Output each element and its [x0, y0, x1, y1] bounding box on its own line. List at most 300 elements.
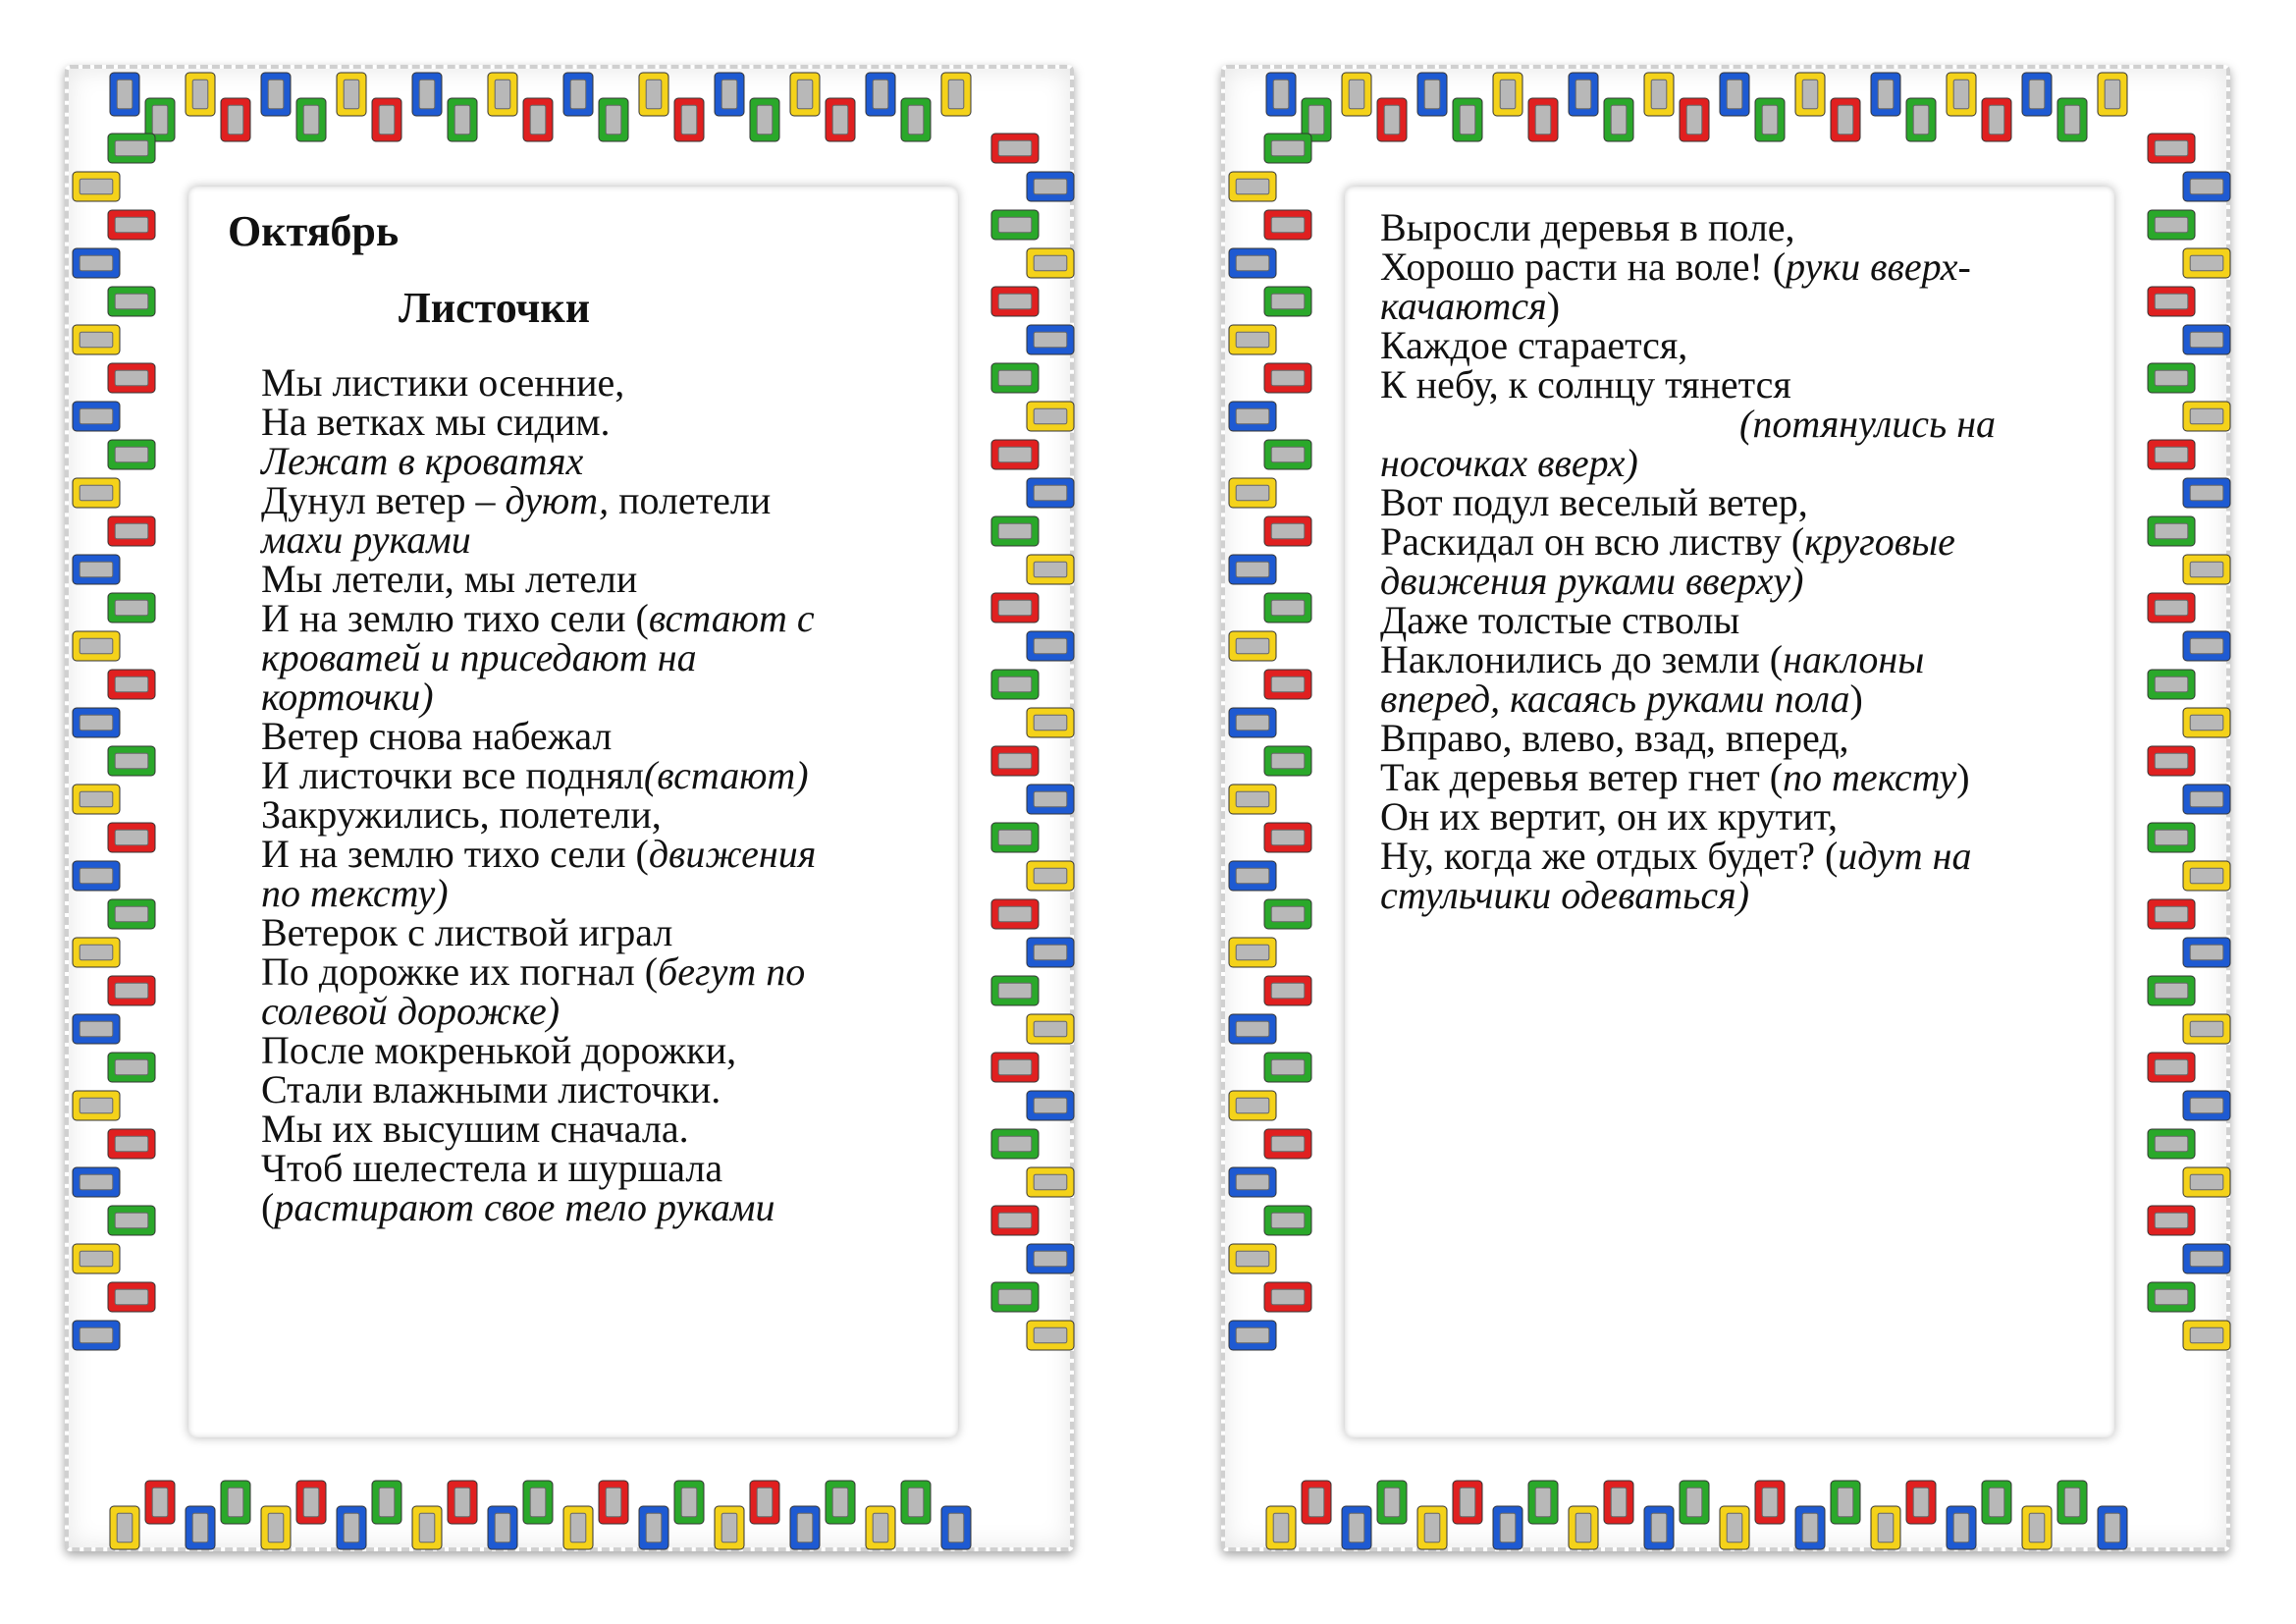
border-block — [2183, 785, 2230, 814]
border-block — [991, 1129, 1039, 1159]
border-block — [488, 73, 517, 116]
poem-text: И на землю тихо сели ( — [261, 832, 649, 876]
poem-line — [1380, 362, 1996, 406]
poem-text: После мокренькой дорожки, — [261, 1028, 737, 1072]
poem-line — [1380, 794, 1996, 839]
border-block — [1264, 899, 1311, 929]
border-block — [1264, 823, 1311, 852]
border-block — [1229, 555, 1276, 584]
border-block — [145, 1481, 175, 1524]
border-block — [448, 98, 477, 141]
border-block — [523, 98, 553, 141]
border-block — [991, 1053, 1039, 1082]
border-block — [73, 325, 120, 354]
border-block — [2148, 670, 2195, 699]
border-block — [1229, 785, 1276, 814]
poem-line — [1380, 205, 1996, 249]
poem-text: ) — [1956, 755, 1970, 799]
border-block — [2148, 210, 2195, 240]
border-block — [2183, 861, 2230, 891]
border-block — [563, 73, 593, 116]
poem-text: полетели — [609, 478, 772, 522]
poem-text: Дунул ветер – — [261, 478, 506, 522]
border-block — [2098, 73, 2127, 116]
border-block — [1027, 938, 1074, 967]
border-block — [674, 98, 704, 141]
border-block — [1755, 1481, 1785, 1524]
border-block — [108, 1282, 155, 1312]
border-block — [1264, 210, 1311, 240]
poem-text: Ветерок с листвой играл — [261, 910, 673, 954]
border-block — [991, 134, 1039, 163]
border-block — [1229, 631, 1276, 661]
border-block — [599, 1481, 628, 1524]
border-block — [1755, 98, 1785, 141]
poem-text: Раскидал он всю листву ( — [1380, 519, 1805, 564]
poem-text: Мы летели, мы летели — [261, 557, 638, 601]
border-block — [1027, 172, 1074, 201]
poem-line — [261, 439, 816, 483]
border-block — [73, 1167, 120, 1197]
border-block — [261, 73, 291, 116]
poem-instruction: (встают) — [643, 753, 809, 797]
border-block — [1947, 73, 1976, 116]
poem-line — [261, 753, 816, 797]
poem-line — [1380, 519, 1996, 564]
poem-instruction: (потянулись на — [1739, 402, 1997, 446]
border-block — [2148, 134, 2195, 163]
border-block — [108, 363, 155, 393]
border-block — [1264, 363, 1311, 393]
poem-instruction: кроватей и приседают на — [261, 635, 697, 679]
poem-instruction: вперед, касаясь руками пола — [1380, 677, 1850, 721]
poem-instruction: носочках вверх) — [1380, 441, 1638, 485]
border-block — [523, 1481, 553, 1524]
border-block — [2183, 1091, 2230, 1120]
poem-line — [261, 910, 816, 954]
border-block — [1264, 134, 1311, 163]
border-block — [2022, 73, 2052, 116]
border-block — [2148, 746, 2195, 776]
month-heading: Октябрь — [228, 207, 400, 255]
border-block — [901, 1481, 931, 1524]
border-block — [1871, 1506, 1900, 1549]
border-block — [866, 1506, 895, 1549]
border-block — [2148, 1129, 2195, 1159]
border-block — [1947, 1506, 1976, 1549]
border-block — [790, 73, 820, 116]
poem-line — [261, 1146, 816, 1190]
poem-instruction: по тексту) — [261, 871, 449, 915]
border-block — [296, 98, 326, 141]
border-block — [1266, 1506, 1296, 1549]
border-block — [1493, 73, 1522, 116]
border-block — [2183, 1321, 2230, 1350]
border-block — [599, 98, 628, 141]
border-block — [991, 363, 1039, 393]
poem-line — [261, 989, 816, 1033]
border-block — [2183, 248, 2230, 278]
border-block — [1027, 402, 1074, 431]
border-block — [1795, 1506, 1825, 1549]
border-block — [448, 1481, 477, 1524]
poem-instruction: солевой дорожке) — [261, 989, 561, 1033]
border-block — [73, 1244, 120, 1273]
poem-text: Так деревья ветер гнет ( — [1380, 755, 1784, 799]
right-poem-text — [1380, 205, 1997, 917]
border-block — [750, 1481, 779, 1524]
border-block — [1229, 325, 1276, 354]
border-block — [186, 73, 215, 116]
poem-text: И листочки все поднял — [261, 753, 644, 797]
border-block — [1264, 976, 1311, 1005]
poem-instruction: качаются — [1380, 284, 1547, 328]
border-block — [1264, 287, 1311, 316]
border-block — [2057, 98, 2087, 141]
poem-instruction: бегут по — [658, 949, 806, 994]
poem-instruction: встают с — [648, 596, 815, 640]
border-block — [2022, 1506, 2052, 1549]
border-block — [1027, 1091, 1074, 1120]
border-block — [1644, 1506, 1674, 1549]
border-block — [108, 210, 155, 240]
border-block — [108, 976, 155, 1005]
border-block — [1264, 1206, 1311, 1235]
poem-text: Чтоб шелестела и шуршала — [261, 1146, 723, 1190]
border-block — [1264, 1282, 1311, 1312]
poem-line — [1380, 755, 1996, 799]
border-block — [2148, 287, 2195, 316]
border-block — [2148, 976, 2195, 1005]
border-block — [866, 73, 895, 116]
poem-text: Даже толстые стволы — [1380, 598, 1740, 642]
poem-instruction: движения — [648, 832, 817, 876]
poem-line — [1380, 716, 1996, 760]
border-block — [73, 1014, 120, 1044]
border-block — [1302, 1481, 1331, 1524]
poem-instruction: наклоны — [1783, 637, 1925, 681]
poem-text: Выросли деревья в поле, — [1380, 205, 1795, 249]
poem-text: Наклонились до земли ( — [1380, 637, 1784, 681]
border-block — [1027, 478, 1074, 508]
poem-text: Он их вертит, он их крутит, — [1380, 794, 1839, 839]
border-block — [73, 631, 120, 661]
poem-line — [261, 1067, 816, 1111]
border-block — [715, 73, 744, 116]
border-block — [2148, 516, 2195, 546]
poem-text: Ветер снова набежал — [261, 714, 613, 758]
poem-line — [1380, 284, 1996, 328]
border-block — [337, 73, 366, 116]
border-block — [296, 1481, 326, 1524]
border-block — [108, 593, 155, 623]
border-block — [2148, 440, 2195, 469]
poem-text: На ветках мы сидим. — [261, 400, 611, 444]
border-block — [73, 555, 120, 584]
poem-line — [261, 478, 816, 522]
poem-line — [1380, 441, 1996, 485]
border-block — [639, 1506, 668, 1549]
border-block — [1027, 555, 1074, 584]
border-block — [1417, 1506, 1447, 1549]
border-block — [1453, 1481, 1482, 1524]
poem-instruction: по тексту — [1783, 755, 1957, 799]
border-block — [337, 1506, 366, 1549]
border-block — [1027, 631, 1074, 661]
border-block — [991, 823, 1039, 852]
poem-line — [261, 792, 816, 837]
border-block — [2183, 478, 2230, 508]
poem-line — [261, 1028, 816, 1072]
border-block — [2183, 938, 2230, 967]
border-block — [2057, 1481, 2087, 1524]
border-block — [108, 1129, 155, 1159]
border-block — [1342, 1506, 1371, 1549]
border-block — [991, 899, 1039, 929]
border-block — [412, 73, 442, 116]
poem-line — [261, 677, 816, 717]
border-block — [73, 708, 120, 737]
border-block — [2148, 593, 2195, 623]
border-block — [991, 210, 1039, 240]
poem-text: Закружились, полетели, — [261, 792, 662, 837]
border-block — [1266, 73, 1296, 116]
border-block — [1229, 1014, 1276, 1044]
border-block — [1493, 1506, 1522, 1549]
border-block — [108, 440, 155, 469]
border-block — [826, 98, 855, 141]
border-block — [639, 73, 668, 116]
border-block — [1982, 1481, 2011, 1524]
border-block — [1680, 1481, 1709, 1524]
border-block — [1229, 1091, 1276, 1120]
border-block — [2148, 899, 2195, 929]
border-block — [2183, 708, 2230, 737]
border-block — [108, 287, 155, 316]
border-block — [991, 746, 1039, 776]
poem-instruction: корточки) — [261, 675, 434, 719]
border-block — [221, 98, 250, 141]
border-block — [1906, 1481, 1936, 1524]
border-block — [110, 1506, 139, 1549]
border-block — [1229, 172, 1276, 201]
border-block — [1264, 516, 1311, 546]
border-block — [108, 899, 155, 929]
poem-text: ) — [1849, 677, 1863, 721]
border-block — [1569, 73, 1598, 116]
border-block — [1027, 1244, 1074, 1273]
poem-line — [1380, 598, 1996, 642]
border-block — [1229, 248, 1276, 278]
border-block — [412, 1506, 442, 1549]
border-block — [108, 516, 155, 546]
border-block — [73, 785, 120, 814]
poem-instruction: стульчики одеваться) — [1380, 873, 1750, 917]
poem-line — [261, 949, 816, 994]
poem-text: И на землю тихо сели ( — [261, 596, 649, 640]
border-block — [1720, 1506, 1749, 1549]
border-block — [108, 1053, 155, 1082]
left-poem-text — [261, 360, 817, 1229]
border-block — [73, 248, 120, 278]
border-block — [108, 1206, 155, 1235]
border-block — [1982, 98, 2011, 141]
border-block — [1569, 1506, 1598, 1549]
border-block — [750, 98, 779, 141]
border-block — [1264, 593, 1311, 623]
border-block — [2148, 363, 2195, 393]
border-block — [1528, 1481, 1558, 1524]
border-block — [991, 1206, 1039, 1235]
poem-line — [1380, 679, 1996, 719]
border-block — [941, 1506, 971, 1549]
border-block — [991, 1282, 1039, 1312]
border-block — [1027, 861, 1074, 891]
border-block — [901, 98, 931, 141]
border-block — [2148, 823, 2195, 852]
poem-line — [261, 557, 816, 601]
right-page-card — [1221, 65, 2230, 1551]
border-block — [1229, 478, 1276, 508]
poem-line — [1380, 480, 1996, 524]
border-block — [1229, 1167, 1276, 1197]
border-block — [73, 172, 120, 201]
border-block — [2148, 1206, 2195, 1235]
poem-instruction: руки вверх- — [1786, 244, 1971, 289]
border-block — [1342, 73, 1371, 116]
border-block — [1027, 248, 1074, 278]
border-block — [2183, 1014, 2230, 1044]
border-block — [1264, 1053, 1311, 1082]
poem-line — [1380, 873, 1996, 917]
poem-text: Хорошо расти на воле! ( — [1380, 244, 1787, 289]
poem-text: ( — [261, 1185, 275, 1229]
poem-line — [261, 596, 816, 640]
poem-line — [261, 1107, 816, 1151]
border-block — [1453, 98, 1482, 141]
poem-line — [1380, 637, 1996, 681]
border-block — [1264, 670, 1311, 699]
border-block — [1027, 1014, 1074, 1044]
poem-instruction: махи руками — [261, 517, 471, 562]
poem-instruction: идут на — [1838, 834, 1972, 878]
border-block — [1644, 73, 1674, 116]
poem-text: ) — [1546, 284, 1561, 328]
border-block — [991, 593, 1039, 623]
poem-title: Листочки — [399, 284, 591, 332]
border-block — [991, 976, 1039, 1005]
border-block — [563, 1506, 593, 1549]
border-block — [1027, 325, 1074, 354]
border-block — [73, 478, 120, 508]
border-block — [186, 1506, 215, 1549]
border-block — [2098, 1506, 2127, 1549]
poem-line — [261, 635, 816, 679]
border-block — [1264, 1129, 1311, 1159]
border-block — [73, 402, 120, 431]
border-block — [1831, 1481, 1860, 1524]
poem-text: К небу, к солнцу тянется — [1380, 362, 1791, 406]
border-block — [826, 1481, 855, 1524]
border-block — [372, 1481, 401, 1524]
border-block — [2148, 1282, 2195, 1312]
border-block — [1604, 1481, 1633, 1524]
border-block — [1264, 746, 1311, 776]
poem-line — [261, 714, 816, 758]
border-block — [2183, 555, 2230, 584]
border-block — [1229, 938, 1276, 967]
border-block — [1229, 861, 1276, 891]
poem-line — [1380, 323, 1996, 367]
poem-line — [261, 871, 816, 915]
border-block — [1027, 1321, 1074, 1350]
border-block — [1229, 1321, 1276, 1350]
poem-text: Мы их высушим сначала. — [261, 1107, 689, 1151]
border-block — [2183, 1244, 2230, 1273]
border-block — [1264, 440, 1311, 469]
border-block — [261, 1506, 291, 1549]
poem-text: Стали влажными листочки. — [261, 1067, 721, 1111]
border-block — [1680, 98, 1709, 141]
border-block — [488, 1506, 517, 1549]
border-block — [110, 73, 139, 116]
border-block — [73, 1321, 120, 1350]
border-block — [108, 823, 155, 852]
border-block — [1604, 98, 1633, 141]
poem-line — [1380, 834, 1996, 878]
poem-line — [1380, 244, 1996, 289]
border-block — [1831, 98, 1860, 141]
border-block — [2148, 1053, 2195, 1082]
poem-line — [261, 517, 816, 562]
poem-line — [261, 832, 817, 876]
border-block — [221, 1481, 250, 1524]
poem-text: Мы листики осенние, — [261, 360, 625, 405]
poem-text: Вот подул веселый ветер, — [1380, 480, 1808, 524]
border-block — [1906, 98, 1936, 141]
poem-line — [261, 1185, 816, 1229]
border-block — [1417, 73, 1447, 116]
poem-instruction: дуют, — [505, 478, 610, 522]
border-block — [991, 516, 1039, 546]
border-block — [715, 1506, 744, 1549]
border-block — [108, 670, 155, 699]
border-block — [1229, 402, 1276, 431]
poem-text: По дорожке их погнал ( — [261, 949, 659, 994]
border-block — [941, 73, 971, 116]
border-block — [1720, 73, 1749, 116]
poem-line — [261, 400, 816, 444]
border-block — [372, 98, 401, 141]
border-block — [2183, 402, 2230, 431]
border-block — [1229, 708, 1276, 737]
border-block — [1027, 708, 1074, 737]
border-block — [1027, 785, 1074, 814]
poem-instruction: круговые — [1804, 519, 1955, 564]
border-block — [73, 861, 120, 891]
border-block — [1027, 1167, 1074, 1197]
poem-line — [1380, 402, 1997, 446]
poem-text: Вправо, влево, взад, вперед, — [1380, 716, 1849, 760]
border-block — [2183, 631, 2230, 661]
border-block — [674, 1481, 704, 1524]
border-block — [1871, 73, 1900, 116]
border-block — [2183, 1167, 2230, 1197]
border-block — [73, 938, 120, 967]
poem-instruction: растирают свое тело руками — [274, 1185, 775, 1229]
border-block — [1377, 98, 1407, 141]
border-block — [1377, 1481, 1407, 1524]
